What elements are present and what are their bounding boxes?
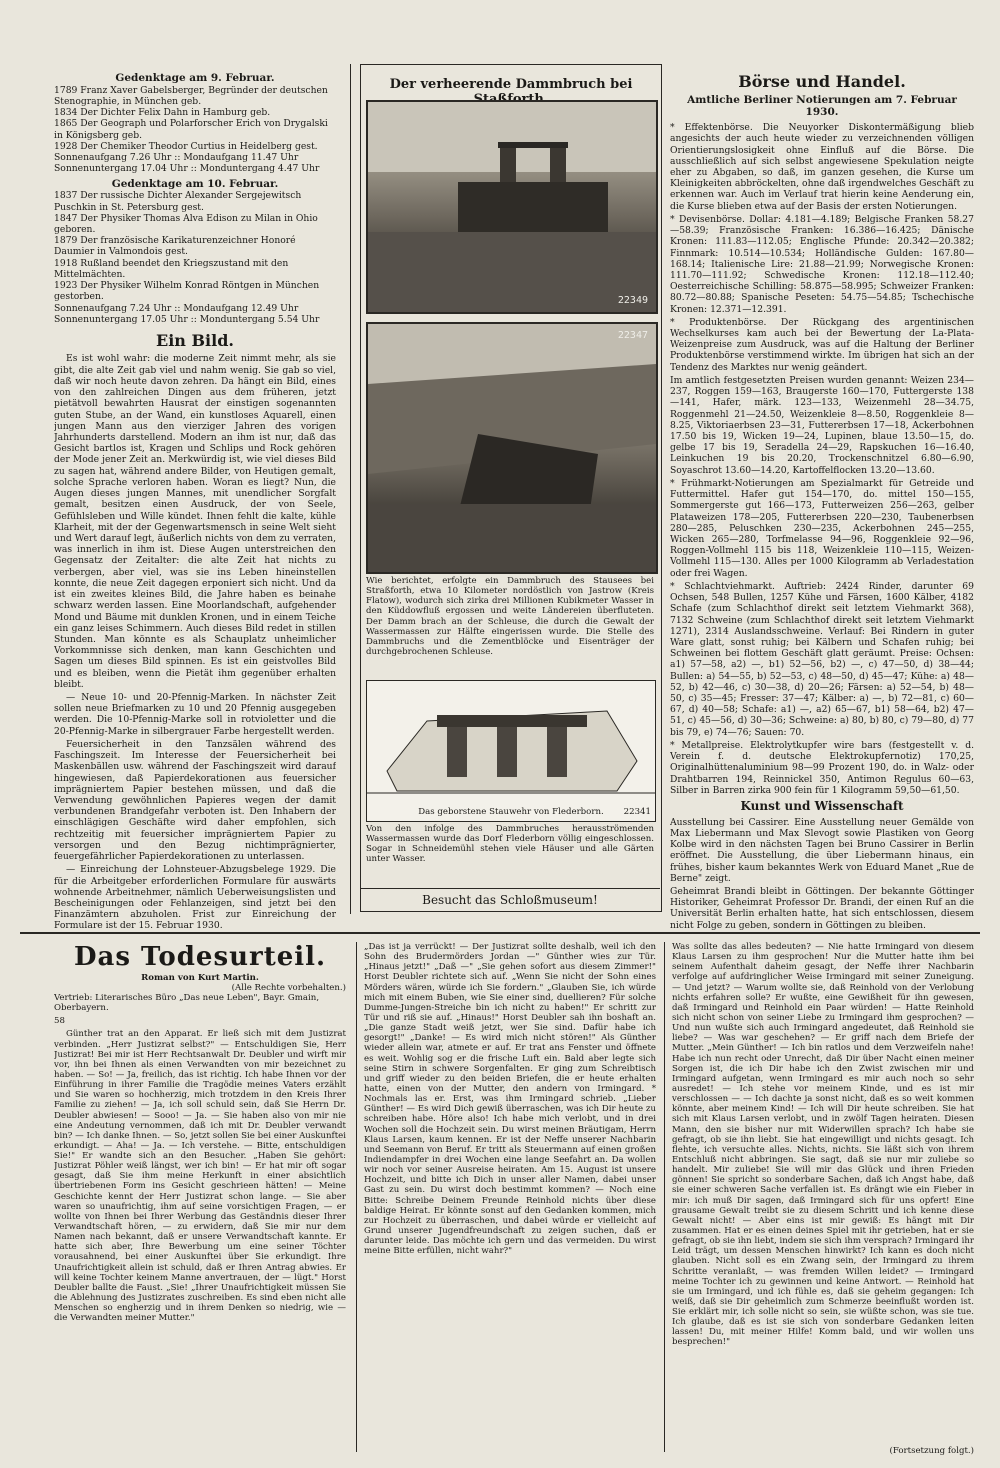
feb10-item: 1879 Der französische Karikaturenzeichner Honoré Daumier in Valmondois gest. bbox=[54, 235, 296, 258]
kunst-title: Kunst und Wissenschaft bbox=[740, 799, 904, 814]
left-column bbox=[54, 72, 336, 930]
novel-subtitle: Roman von Kurt Martin. bbox=[141, 972, 259, 983]
flood-caption: Von den infolge des Dammbruches herausströmenden Wassermassen wurde das Dorf Flederborn völlig eingeschlossen. Sogar in Schneidemühl stehen viele Häuser und alle Gärten unter Wasser. bbox=[366, 824, 654, 865]
feb10-item: 1918 Rußland beendet den Kriegszustand mit den Mittelmächten. bbox=[54, 257, 289, 280]
cassirer-article: Ausstellung bei Cassirer. Eine Ausstellung neuer Gemälde von Max Liebermann und Max Slevogt sowie Plastiken von Georg Kolbe wird in den nächsten Tagen bei Bruno Cassirer in Berlin eröffnet. Die Ausstellung, die über Liebermann hinaus, ein frühes, bisher kaum bekanntes Werk von Eduard Manet „Rue de Berne" zeigt. bbox=[670, 816, 974, 884]
novel-column-3: Was sollte das alles bedeuten? — Nie hatte Irmingard von diesem Klaus Larsen zu ihm gesprochen! Nur die Mutter hatte ihm bei seinem Aufenthalt daheim gesagt, der Neffe ihrer Nachbarin verfolge auf aufdringlicher Weise Irmingard mit seiner Zuneigung. — Und jetzt? — Warum wollte sie, daß Reinhold von der Verlobung nichts erfahren solle? Er wußte, eine Gewißheit für ihn gewesen, daß Irmingard und Reinhold ein Paar würden! — Hatte Reinhold sich nicht schon von seiner Liebe zu Irmingard ihm gesprochen? — Und nun wußte sich auch Irmingard angedeutet, daß Reinhold sie liebe? — Was war geschehen? — Er griff nach dem Briefe der Mutter. „Mein Günther! — Ich bin ratlos und dem Verzweifeln nahe! Habe ich nun recht oder Unrecht, daß Dir über Nacht einen meiner Sorgen ist, die ich Dir habe ich den Zwist zwischen mir und Irmingard aufgetan, wenn Irmingard es mir auch noch so sehr ausredet! — Ich stehe vor meinem Kinde, und es ist mir verschlossen — — Ich dachte ja sonst nicht, daß es so weit kommen könnte, aber meinem Kind! — Ich will Dir heute schreiben. Sie hat sich mit Klaus Larsen verlobt, und in zwölf Tagen heiraten. Diesen Mann, den sie bisher nur mit Widerwillen sprach? Ich habe sie gefragt, ob sie ihn liebt. Sie hat eingewilligt und nichts gesagt. Ich flehte, ich versuchte alles. Nichts, nichts. Sie läßt sich von ihrem Entschluß nicht abbringen. Sie sagt, daß sie nur mir zuliebe so handelt. Mir zuliebe! Sie will mir das Glück und ihren Frieden gönnen! Sie spricht so sonderbare Sachen, daß ich Angst habe, daß sie einer schweren Sache verfallen ist. Es drängt wie ein Fieber in mir: ich muß Dir sagen, daß Irmingard sich für uns opfert! Eine grausame Gewalt treibt sie zu diesem Schritt und ich kenne diese Gewalt nicht! — Aber eins ist mir gewiß: Es hängt mit Dir zusammen. Hat er es einen deines Spiel mit ihr getrieben, hat er sie gefragt, ob sie ihn liebt, indem sie sich ihm versprach? Irmingard ihr Leid trägt, um dessen Menschen hinwirkt? Ich kann es doch nicht glauben. Nicht soll es ein Zwang sein, der Irmingard zu ihrem Schritte veranlaßt, — was fremden Willen leidet? — Irmingard meine Tochter ich zu gewinnen und keine Antwort. — Reinhold hat sie um Irmingard, und ich fühle es, daß sie geheim gegangen: Ich weiß, daß sie Dir geheimlich zum Schmerze beeinflußt worden ist. Sie erklärt mir, ich solle nicht so sein, sie wüßte schon, was sie tue. Ich glaube, daß es ist sie sich von sonderbare Gedanken leiten lassen! Du, mit meiner Hilfe! Komm bald, und wir wollen uns besprechen!" bbox=[672, 942, 974, 1348]
dam-photo-1-drawing bbox=[368, 102, 656, 312]
lohnsteuer-article: — Einreichung der Lohnsteuer-Abzugsbelege 1929. Die für die Arbeitgeber erforderlichen Formulare für auswärts wohnende Arbeitnehmer, nämlich Ueberweisungslisten und Bescheinigungen oder Fehlanzeigen, sind jetzt bei den Finanzämtern abzuholen. Frist zur Einreichung der Formulare ist der 15. Februar 1930. bbox=[54, 864, 336, 930]
amtliche-preise: Im amtlich festgesetzten Preisen wurden genannt: Weizen 234—237, Roggen 159—163, Braugerste 160—170, Futtergerste 138—141, Hafer, märk. 123—133, Weizenmehl 28—34.75, Roggenmehl 21—24.50, Weizenkleie 8—8.50, Roggenkleie 8—8.25, Viktoriaerbsen 23—31, Futtererbsen 17—18, Ackerbohnen 17.50 bis 19, Wicken 19—24, Lupinen, blaue 13.50—15, do. gelbe 17 bis 19, Seradella 24—29, Rapskuchen 16—16.40, Leinkuchen 19 bis 20.20, Trockenschnitzel 6.80—6.90, Soyaschrot 13.60—14.20, Kartoffelflocken 13.20—13.60. bbox=[670, 374, 974, 476]
stauwehr-drawing bbox=[367, 681, 655, 801]
novel-divider-2 bbox=[664, 942, 665, 1452]
feb9-item: 1834 Der Dichter Felix Dahn in Hamburg geb. bbox=[54, 107, 271, 119]
stauwehr-sketch bbox=[366, 680, 656, 822]
sketch-number: 22341 bbox=[623, 806, 651, 817]
photo-1-number: 22349 bbox=[617, 295, 648, 306]
section-divider bbox=[20, 932, 980, 934]
novel-rights: (Alle Rechte vorbehalten.) bbox=[231, 982, 346, 993]
right-column bbox=[670, 72, 974, 930]
feb10-sunset: Sonnenuntergang 17.05 Uhr :: Monduntergang 5.54 Uhr bbox=[54, 313, 320, 325]
feb9-sunrise: Sonnenaufgang 7.26 Uhr :: Mondaufgang 11.47 Uhr bbox=[54, 152, 299, 164]
feb9-sunset: Sonnenuntergang 17.04 Uhr :: Monduntergang 4.47 Uhr bbox=[54, 163, 320, 175]
sketch-caption: Das geborstene Stauwehr von Flederborn. bbox=[418, 806, 604, 817]
schlossmuseum-ad: Besucht das Schloßmuseum! bbox=[360, 888, 660, 915]
novel-chapter: 58 bbox=[54, 1016, 65, 1027]
fruehmarkt: * Frühmarkt-Notierungen am Spezialmarkt für Getreide und Futtermittel. Hafer gut 154—170, do. mittel 150—155, Sommergerste gut 166—173, Futterweizen 256—263, gelber Plataweizen 178—205, Futtererbsen 220—230, Taubenerbsen 280—285, Peluschken 230—235, Ackerbohnen 245—255, Wicken 265—280, Torfmelasse 94—96, Roggenkleie 92—96, Roggen-Vollmehl 115 bis 118, Weizenkleie 110—115, Weizen-Vollmehl 115—130. Alles per 1000 Kilogramm ab Verladestation oder frei Wagen. bbox=[670, 477, 974, 579]
feb9-item: 1789 Franz Xaver Gabelsberger, Begründer der deutschen Stenographie, in München geb. bbox=[54, 84, 328, 108]
photo-2-number: 22347 bbox=[617, 330, 648, 341]
feb10-title: Gedenktage am 10. Februar. bbox=[111, 177, 279, 190]
novel-title: Das Todesurteil. bbox=[73, 942, 327, 972]
feb9-item: 1865 Der Geograph und Polarforscher Erich von Drygalski in Königsberg geb. bbox=[54, 118, 328, 141]
schlachtviehmarkt: * Schlachtviehmarkt. Auftrieb: 2424 Rinder, darunter 69 Ochsen, 548 Bullen, 1257 Kühe und Färsen, 1600 Kälber, 4182 Schafe (zum Schlachthof direkt seit letztem Viehmarkt 368), 7132 Schweine (zum Schlachthof direkt seit letztem Viehmarkt 1271), 2314 Auslandsschweine. Verlauf: Bei Rindern in guter Ware glatt, sonst ruhig; bei Kälbern und Schafen ruhig; bei Schweinen bei flottem Geschäft glatt geräumt. Preise: Ochsen: a1) 57—58, a2) —, b1) 52—56, b2) —, c) 47—50, d) 38—44; Bullen: a) 54—55, b) 52—53, c) 48—50, d) 45—47; Kühe: a) 48—52, b) 42—46, c) 30—38, d) 20—26; Färsen: a) 52—54, b) 48—50, c) 35—45; Fresser: 37—47; Kälber: a) —, b) 72—81, c) 60—67, d) 40—58; Schafe: a1) —, a2) 65—67, b1) 58—64, b2) 47—51, c) 45—56, d) 30—36; Schweine: a) 80, b) 80, c) 79—80, d) 77 bis 79, e) 74—76; Sauen: 70. bbox=[670, 580, 974, 738]
feb10-item: 1837 Der russische Dichter Alexander Sergejewitsch Puschkin in St. Petersburg gest. bbox=[54, 190, 302, 213]
photo-caption: Wie berichtet, erfolgte ein Dammbruch des Stausees bei Straßforth, etwa 10 Kilometer nordöstlich von Jastrow (Kreis Flatow), wodurch sich zirka drei Millionen Kubikmeter Wasser in den Küddowfluß ergossen und weite Ländereien überfluteten. Der Damm brach an der Schleuse, die durch die Gewalt der Wassermassen zur Hälfte eingerissen wurde. Die Stelle des Dammbruchs und die Zementblöcke und Eisenträger der durchgebrochenen Schleuse. bbox=[366, 576, 654, 657]
bild-article: Es ist wohl wahr: die moderne Zeit nimmt mehr, als sie gibt, die alte Zeit gab viel und nahm wenig. Sie gab so viel, daß wir noch heute davon zehren. Da hängt ein Bild, eines von den zahlreichen Dingen aus dem früheren, jetzt pietätvoll bewahrten Hausrat der einstigen sogenannten guten Stube, an der Wand, ein kunstloses Aquarell, einen jungen Mann aus den vierziger Jahren des vorigen Jahrhunderts darstellend. Modern an ihm ist nur, daß das Gesicht bartlos ist, Kragen und Schlips und Rock gehören der Mode jener Zeit an. Merkwürdig ist, wie viel dieses Bild zu sagen hat, während andere Bilder, von Heutigen gemalt, solche Sprache verloren haben. Woran es liegt? Nun, die Augen dieses jungen Mannes, mit unendlicher Sorgfalt gemalt, besitzen einen Ausdruck, der von Seele, Gefühlsleben und Wille kündet. Ihnen fehlt die kalte, kühle Klarheit, mit der der Gegenwartsmensch in seine Welt sieht und Wert darauf legt, äußerlich nichts von dem zu verraten, was innerlich in ihm ist. Diese Augen unterstreichen den Gegensatz der Zeitalter: die alte Zeit hat nichts zu verbergen, aber viel, was sie ins Leben hineinstellen konnte, die neue Zeit dagegen erponiert sich nicht. Und da ist ein zweites kleines Bild, die Jahre haben es beinahe schwarz werden lassen. Eine Moorlandschaft, aufgehender Mond und Bäume mit dunklen Kronen, und in einem Teiche ein ganz leises Schimmern. Auch dieses Bild redet in stillen Stunden. Man könnte es als Schauplatz unheimlicher Vorkommnisse sich denken, man kann Geschichten und Sagen um dieses Bild spinnen. Es ist ein geistvolles Bild und es bleiben, wenn die Pietät ihm gegenüber erhalten bleibt. bbox=[54, 353, 336, 690]
brandi-article: Geheimrat Brandi bleibt in Göttingen. Der bekannte Göttinger Historiker, Geheimrat Professor Dr. Brandi, der einen Ruf an die Universität Berlin erhalten hatte, hat sich entschlossen, diesem nicht Folge zu geben, sondern in Göttingen zu bleiben. bbox=[670, 885, 974, 930]
feb10-item: 1847 Der Physiker Thomas Alva Edison zu Milan in Ohio geboren. bbox=[54, 212, 318, 235]
novel-text-1: Günther trat an den Apparat. Er ließ sich mit dem Justizrat verbinden. „Herr Justizrat selbst?" — Entschuldigen Sie, Herr Justizrat! Bei mir ist Herr Rechtsanwalt Dr. Deubler und wirft mir vor, ihn bei Ihnen als einen Verwandten von mir bezeichnet zu haben. — So! — Ja, freilich, das ist richtig. Ich habe Ihnen vor der Einführung in ihrer Familie die Tragödie meines Vaters erzählt und Sie waren so hochherzig, mich trotzdem in den Kreis Ihrer Familie zu ziehen! — Ja, ich soll schuld sein, daß Sie Herrn Dr. Deubler abwiesen! — Sooo! — Ja. — Sie haben also von mir nie eine Andeutung vernommen, daß ich mit Dr. Deubler verwandt bin? — Ich danke Ihnen. — So, jetzt sollen Sie bei einer Auskunftei erkundigt. — Aha! — Ja. — Ich verstehe. — Bitte, entschuldigen Sie!" Er wandte sich an den Besucher. „Haben Sie gehört: Justizrat Pöhler weiß längst, wer ich bin! — Er hat mir oft sogar gesagt, daß Sie ihm meine Herkunft in einer absichtlich übertriebenen Form ins Gesicht geschrieen hätten! — Meine Geschichte kennt der Herr Justizrat schon lange. — Sie aber waren so unaufrichtig, ihm auf seine vorsichtigen Fragen, — er wollte von Ihnen bei Ihrer Werbung das Geständnis dieser Ihrer Verwandtschaft hören, — zu erwidern, daß Sie mir nur dem Namen nach bekannt, daß er unsere Verwandtschaft kannte. Er hatte sich aber, Ihre Bewerbung um eine seiner Töchter vorausahnend, bei einer Auskunftei über Sie erkundigt. Ihre Unaufrichtigkeit allein ist schuld, daß er Ihren Antrag abwies. Er will keine Tochter keinem Manne anvertrauen, der — lügt." Horst Deubler ballte die Faust. „Sie! „Ihrer Unaufrichtigkeit müssen Sie die Ablehnung des Justizrates zuschreiben. Es sind eben nicht alle Menschen so engherzig und in ihrem Denken so niedrig, wie — die Verwandten meiner Mutter." bbox=[54, 1029, 346, 1324]
novel-divider-1 bbox=[356, 942, 357, 1452]
bild-title: Ein Bild. bbox=[156, 330, 234, 350]
dam-photo-2 bbox=[366, 322, 658, 574]
fasching-article: Feuersicherheit in den Tanzsälen während des Faschingszeit. Im Interesse der Feuersicherheit bei Maskenbällen usw. während der Faschingszeit wird darauf hingewiesen, daß Papierdekorationen aus feuersicher imprägniertem Papier bestehen müssen, und daß die Verwendung gewöhnlichen Papieres wegen der damit verbundenen Brandgefahr verboten ist. Den Inhabern der einschlägigen Geschäfte wird daher empfohlen, sich rechtzeitig mit feuersicher imprägniertem Papier zu versorgen und den Bezug nichtimprägnierter, feuergefährlicher Papierdekorationen zu unterlassen. bbox=[54, 738, 336, 863]
boerse-subtitle: Amtliche Berliner Notierungen am 7. Februar 1930. bbox=[687, 93, 957, 119]
marken-article: — Neue 10- und 20-Pfennig-Marken. In nächster Zeit sollen neue Briefmarken zu 10 und 20 Pfennig ausgegeben werden. Die 10-Pfennig-Marke soll in rotvioletter und die 20-Pfennig-Marke in silbergrauer Farbe hergestellt werden. bbox=[54, 692, 336, 737]
feb9-title: Gedenktage am 9. Februar. bbox=[115, 72, 275, 84]
produktenboerse: * Produktenbörse. Der Rückgang des argentinischen Wechselkurses kam auch bei der Bewertung der La-Plata-Weizenpreise zum Ausdruck, was auf die Haltung der Berliner Produktenbörse verstimmend wirkte. Im übrigen hat sich an der Tendenz des Marktes nur wenig geändert. bbox=[670, 316, 974, 373]
devisenboerse: * Devisenbörse. Dollar: 4.181—4.189; Belgische Franken 58.27—58.39; Französische Franken: 16.386—16.425; Dänische Kronen: 111.83—112.05; Englische Pfunde: 20.342—20.382; Finnmark: 10.514—10.534; Holländische Gulden: 167.80—168.14; Italienische Lire: 21.88—21.99; Norwegische Kronen: 111.70—111.92; Schwedische Kronen: 112.18—112.40; Oesterreichische Schilling: 58.875—58.995; Schweizer Franken: 80.72—80.88; Spanische Peseten: 54.75—54.85; Tschechische Kronen: 12.371—12.391. bbox=[670, 213, 974, 315]
boerse-title: Börse und Handel. bbox=[738, 72, 906, 91]
fortsetzung: (Fortsetzung folgt.) bbox=[889, 1446, 974, 1456]
dammbruch-title: Der verheerende Dammbruch bei bbox=[389, 77, 633, 92]
feb10-item: 1923 Der Physiker Wilhelm Konrad Röntgen in München gestorben. bbox=[54, 280, 320, 303]
feb10-sunrise: Sonnenaufgang 7.24 Uhr :: Mondaufgang 12.49 Uhr bbox=[54, 302, 299, 314]
metallpreise: * Metallpreise. Elektrolytkupfer wire bars (festgestellt v. d. Verein f. d. deutsche Elektrokupfernotiz) 170,25, Originalhüttenaluminium 98—99 Prozent 190, do. in Walz- oder Drahtbarren 194, Reinnickel 350, Antimon Regulus 60—63, Silber in Barren zirka 900 fein für 1 Kilogramm 59,50—61,50. bbox=[670, 739, 974, 796]
effektenboerse: * Effektenbörse. Die Neuyorker Diskontermäßigung blieb angesichts der auch heute wieder zu verzeichnenden völligen Orientierungslosigkeit ohne Einfluß auf die Börse. Die ausschließlich auf sich selbst angewiesene Spekulation neigte eher zu Abgaben, so daß, im ganzen gesehen, die Kurse um Kleinigkeiten abbröckelten, ohne daß irgendwelches Geschäft zu erkennen war. Auch im Verlauf trat hierin keine Aenderung ein, die Kurse blieben etwa auf der Basis der ersten Notierungen. bbox=[670, 122, 974, 212]
novel-vertrieb: Vertrieb: Literarisches Büro „Das neue Leben", Bayr. Gmain, Oberbayern. bbox=[54, 992, 320, 1014]
dam-photo-2-drawing bbox=[368, 324, 656, 572]
column-divider bbox=[350, 64, 351, 914]
feb9-item: 1928 Der Chemiker Theodor Curtius in Heidelberg gest. bbox=[54, 140, 318, 152]
dam-photo-1 bbox=[366, 100, 658, 314]
novel-column-1 bbox=[54, 942, 346, 1462]
novel-column-2: „Das ist ja verrückt! — Der Justizrat sollte deshalb, weil ich den Sohn des Brudermörders Jordan —" Günther wies zur Tür. „Hinaus jetzt!" „Daß —" „Sie gehen sofort aus diesem Zimmer!" Horst Deubler richtete sich auf. „Wenn Sie nicht der Sohn eines Mörders wären, würde ich Sie fordern." „Glauben Sie, ich würde mich mit einem Buben, wie Sie einer sind, duellieren? Für solche Dumme-Jungen-Streiche bin ich nicht zu haben!" Er schritt zur Tür und riß sie auf. „Hinaus!" Horst Deubler sah ihn boshaft an. „Die ganze Stadt weiß jetzt, wer Sie sind. Dafür habe ich gesorgt!" „Danke! — Es wird mich nicht stören!" Als Günther wieder allein war, atmete er auf. Er trat ans Fenster und öffnete es weit. Wohlig sog er die frische Luft ein. Bald aber legte sich seine Stirn in schwere Sorgenfalten. Er ging zum Schreibtisch und griff wieder zu den beiden Briefen, die er heute erhalten hatte, einen von der Mutter, den andern von Irmingard. * Nochmals las er. Erst, was ihm Irmingard schrieb. „Lieber Günther! — Es wird Dich gewiß überraschen, was ich Dir heute zu schreiben habe. Höre also! Ich habe mich verlobt, und in drei Wochen soll die Hochzeit sein. Du wirst meinen Bräutigam, Herrn Klaus Larsen, kaum kennen. Er ist der Neffe unserer Nachbarin und Seemann von Beruf. Er tritt als Steuermann auf einen großen Indiendampfer in drei Wochen eine lange Seefahrt an. Da wollen wir noch vor seiner Ausreise heiraten. Am 15. August ist unsere Hochzeit, und bitte ich Dich in unser aller Namen, dabei unser Gast zu sein. Du wirst doch bestimmt kommen? — Noch eine Bitte: Schreibe Deinem Freunde Reinhold nichts über diese baldige Heirat. Er könnte sonst auf den Gedanken kommen, mich zur Hochzeit zu überraschen, und dabei würde er vielleicht auf Grund unserer Jugendfreundschaft zu zeigen suchen, daß er darunter leide. Das möchte ich gern und das vermeiden. Du wirst meine Bitte erfüllen, nicht wahr?" bbox=[364, 942, 656, 1257]
